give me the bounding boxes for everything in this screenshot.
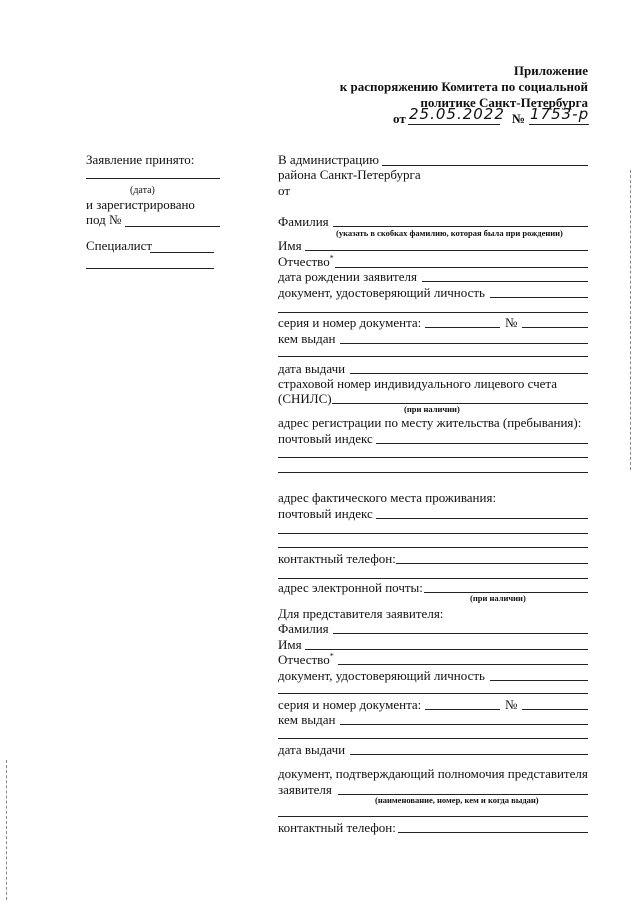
snils-label-line2: (СНИЛС): [278, 391, 332, 406]
issued-by-line-2: [278, 356, 588, 357]
actual-address-label: адрес фактического места проживания:: [278, 490, 497, 505]
postal-index-line: [376, 443, 588, 444]
doc-series-label: серия и номер документа:: [278, 315, 422, 330]
to-admin-label: В администрацию: [278, 152, 379, 167]
specialist-line-2: [86, 268, 214, 269]
header-from-label: от: [393, 111, 406, 126]
reg-address-label: адрес регистрации по месту жительства (пребывания):: [278, 415, 582, 430]
rep-id-document-line-2: [278, 693, 588, 694]
postal-index-label: почтовый индекс: [278, 431, 373, 446]
doc-number-line: [522, 327, 588, 328]
birth-date-line: [422, 281, 588, 282]
phone-line-2: [278, 578, 588, 579]
actual-address-line-2: [278, 533, 588, 534]
scan-edge-left: [6, 760, 7, 900]
birth-date-label: дата рождении заявителя: [278, 269, 417, 284]
reg-address-line-3: [278, 472, 588, 473]
from-label: от: [278, 183, 291, 198]
header-appendix: Приложение: [513, 63, 588, 78]
header-line3: политике Санкт-Петербурга: [420, 95, 588, 110]
id-document-label: документ, удостоверяющий личность: [278, 285, 485, 300]
specialist-label: Специалист: [86, 238, 153, 253]
rep-authority-doc-line2: заявителя: [278, 782, 332, 797]
header-number-handwritten: 1753-р: [530, 105, 590, 123]
admin-line: [382, 165, 588, 166]
issue-date-label: дата выдачи: [278, 361, 346, 376]
snils-line: [332, 403, 588, 404]
patronymic-asterisk: *: [329, 253, 334, 263]
rep-patronymic-asterisk: *: [329, 651, 334, 661]
rep-doc-series-line: [425, 709, 500, 710]
rep-authority-hint: (наименование, номер, кем и когда выдан): [375, 795, 539, 805]
rep-phone-line: [398, 832, 588, 833]
header-number-underline: [529, 124, 589, 125]
actual-address-line-3: [278, 547, 588, 548]
header-line2: к распоряжению Комитета по социальной: [339, 79, 588, 94]
rep-patronymic-label: [278, 652, 334, 667]
rep-patronymic-text: Отчество: [278, 652, 330, 667]
under-number-line: [125, 226, 220, 227]
district-label: района Санкт-Петербурга: [278, 167, 421, 182]
header-date-handwritten: 25.05.2022: [409, 105, 505, 123]
rep-surname-line: [333, 633, 588, 634]
rep-authority-doc-line1: документ, подтверждающий полномочия представителя: [278, 766, 588, 781]
specialist-line: [150, 252, 214, 253]
issue-date-line: [350, 373, 588, 374]
doc-series-line: [425, 327, 500, 328]
representative-heading: Для представителя заявителя:: [278, 606, 444, 621]
id-document-line-2: [278, 312, 588, 313]
patronymic-line: [335, 267, 588, 268]
postal-index2-label: почтовый индекс: [278, 506, 373, 521]
surname-label: Фамилия: [278, 214, 329, 229]
issued-by-line: [340, 343, 588, 344]
name-label: Имя: [278, 238, 302, 253]
patronymic-text: Отчество: [278, 254, 330, 269]
doc-no-sign: №: [505, 315, 518, 330]
rep-issued-by-label: кем выдан: [278, 712, 336, 727]
email-hint: (при наличии): [470, 593, 526, 603]
snils-hint: (при наличии): [404, 404, 460, 414]
surname-line: [333, 226, 588, 227]
date-caption: (дата): [130, 185, 155, 196]
rep-patronymic-line: [338, 664, 588, 665]
id-document-line: [490, 297, 588, 298]
accepted-date-line: [86, 178, 220, 179]
name-line: [305, 250, 588, 251]
rep-doc-number-line: [522, 709, 588, 710]
rep-doc-series-label: серия и номер документа:: [278, 697, 422, 712]
registered-label: и зарегистрировано: [86, 197, 195, 212]
header-date-underline: [408, 124, 500, 125]
rep-issued-by-line-2: [278, 738, 588, 739]
rep-id-document-line: [490, 680, 588, 681]
postal-index2-line: [376, 518, 588, 519]
rep-id-document-label: документ, удостоверяющий личность: [278, 668, 485, 683]
rep-phone-label: контактный телефон:: [278, 820, 396, 835]
rep-surname-label: Фамилия: [278, 621, 329, 636]
header-number-label: №: [512, 111, 526, 126]
patronymic-label: [278, 254, 334, 269]
reg-address-line-2: [278, 457, 588, 458]
accepted-label: Заявление принято:: [86, 152, 195, 167]
rep-issue-date-line: [350, 754, 588, 755]
under-number-label: под №: [86, 212, 122, 227]
email-label: адрес электронной почты:: [278, 580, 423, 595]
rep-name-label: Имя: [278, 637, 302, 652]
rep-authority-doc-line-2: [278, 816, 588, 817]
rep-issued-by-line: [340, 724, 588, 725]
surname-hint: (указать в скобках фамилию, которая была при рождении): [336, 228, 563, 238]
rep-issue-date-label: дата выдачи: [278, 742, 346, 757]
rep-name-line: [305, 649, 588, 650]
snils-label-line1: страховой номер индивидуального лицевого счета: [278, 376, 558, 391]
phone-label: контактный телефон:: [278, 551, 396, 566]
scan-edge-right: [630, 170, 631, 470]
rep-doc-no-sign: №: [505, 697, 518, 712]
phone-line: [396, 563, 588, 564]
issued-by-label: кем выдан: [278, 331, 336, 346]
